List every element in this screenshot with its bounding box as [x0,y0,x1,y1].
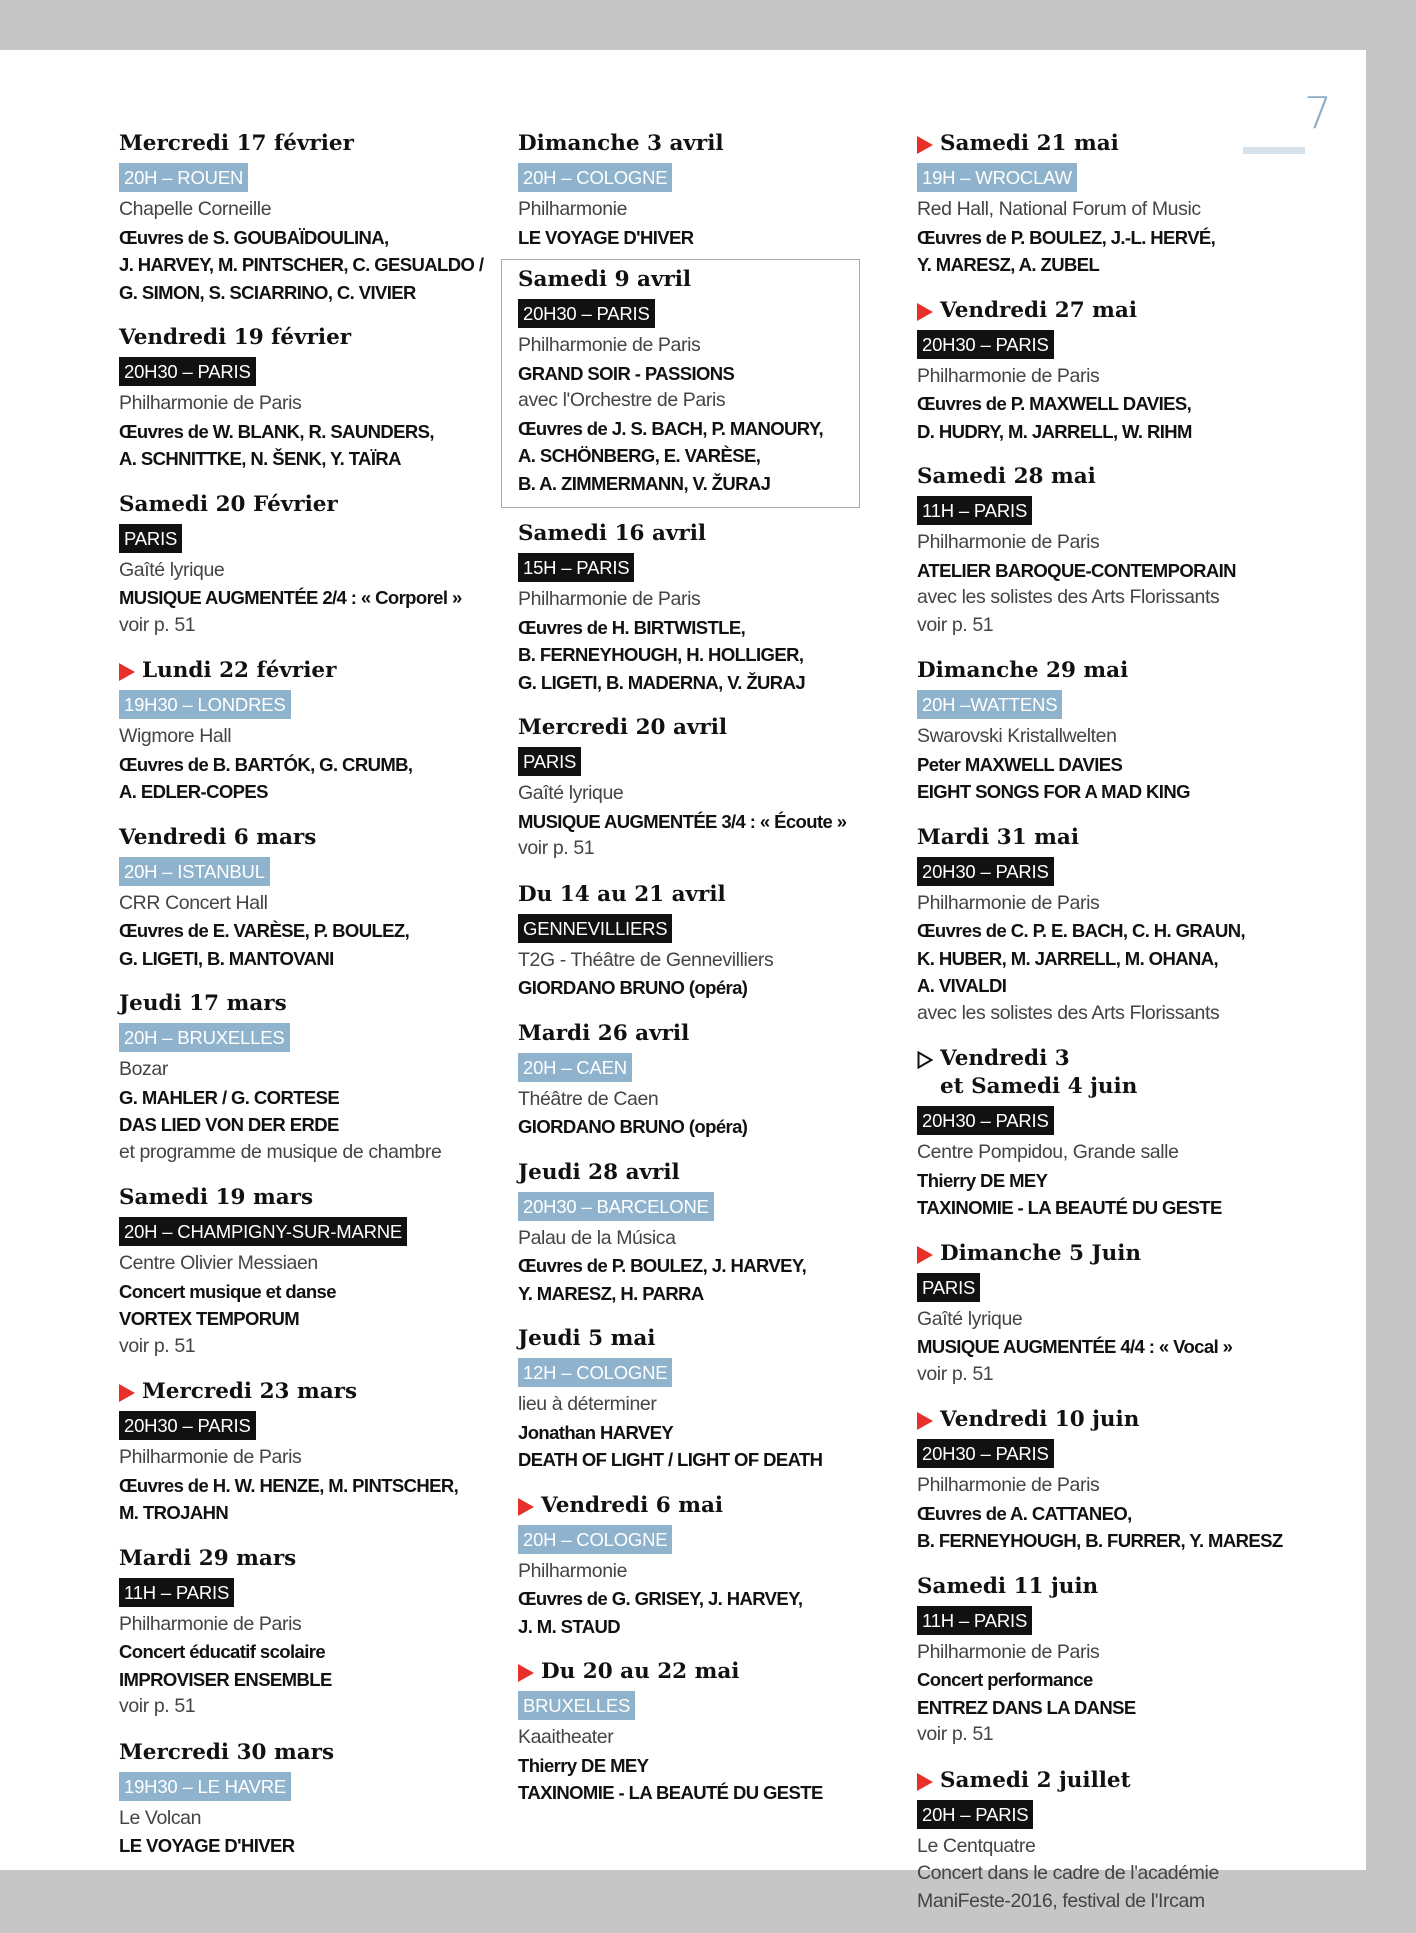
venue-name: Philharmonie de Paris [518,588,701,610]
concert-date-text: Samedi 16 avril [518,521,707,546]
concert-date [119,491,499,519]
venue-name: Philharmonie de Paris [119,1446,302,1468]
concert-date-text: Samedi 28 mai [917,464,1096,489]
program-line: DEATH OF LIGHT / LIGHT OF DEATH [518,1449,823,1470]
concert-listing [501,259,860,508]
note-line: avec l'Orchestre de Paris [518,389,726,411]
concert-date [917,1406,1297,1434]
concert-listing [119,657,499,806]
time-city-badge: 20H – ROUEN [119,163,248,192]
concert-date-text: Samedi 21 mai [940,131,1119,156]
venue-name: Red Hall, National Forum of Music [917,198,1201,220]
program-line: Œuvres de J. S. BACH, P. MANOURY, [518,417,824,439]
concert-date-text: Samedi 19 mars [119,1185,314,1210]
venue-name: CRR Concert Hall [119,891,268,914]
concert-date-text: Mercredi 17 février [119,131,354,156]
venue-name: Philharmonie [518,1559,628,1582]
program-line: Y. MARESZ, A. ZUBEL [917,254,1100,275]
venue-name: T2G - Théâtre de Gennevilliers [518,948,774,971]
venue-name: Philharmonie de Paris [917,891,1100,914]
concert-date [119,657,499,685]
concert-listing [119,1545,499,1721]
column-1 [119,130,499,1878]
concert-listing [119,324,499,473]
program-line: Œuvres de A. CATTANEO, [917,1502,1132,1524]
concert-date-text: Samedi 2 juillet [940,1767,1131,1793]
program-line: Œuvres de S. GOUBAÏDOULINA, [119,226,389,248]
column-3 [917,130,1297,1933]
venue-name: Gaîté lyrique [917,1307,1023,1330]
concert-date-text: Vendredi 3 et Samedi 4 juin [940,1046,1138,1099]
time-city-badge: 20H30 – PARIS [917,330,1054,359]
program-line: M. TROJAHN [119,1502,229,1523]
concert-date [917,297,1297,325]
concert-date-text: Samedi 20 Février [119,491,338,517]
venue-name: lieu à déterminer [518,1393,657,1415]
concert-date-text: Jeudi 28 avril [518,1159,680,1185]
time-city-badge: 20H30 – PARIS [119,1411,256,1440]
venue-name: Centre Pompidou, Grande salle [917,1141,1179,1163]
program-line: Œuvres de H. W. HENZE, M. PINTSCHER, [119,1474,459,1496]
program-line: ENTREZ DANS LA DANSE [917,1696,1136,1718]
time-city-badge: 12H – COLOGNE [518,1358,672,1387]
time-city-badge: 20H – COLOGNE [518,1525,672,1554]
program-line: J. HARVEY, M. PINTSCHER, C. GESUALDO / [119,254,484,275]
time-city-badge: 19H – WROCLAW [917,163,1077,192]
program-line: GRAND SOIR - PASSIONS [518,362,735,384]
time-city-badge: 15H – PARIS [518,553,634,582]
time-city-badge: 20H30 – PARIS [917,857,1054,886]
concert-date-text: Vendredi 6 mars [119,824,317,850]
concert-listing [518,130,898,251]
concert-listing [917,297,1297,446]
concert-listing [518,1658,898,1807]
program-line: Jonathan HARVEY [518,1421,674,1443]
time-city-badge: 11H – PARIS [917,1606,1032,1635]
program-line: Concert éducatif scolaire [119,1641,326,1662]
program-line: B. A. ZIMMERMANN, V. ŽURAJ [518,472,771,494]
program-line: G. MAHLER / G. CORTESE [119,1086,340,1108]
concert-date [518,1020,898,1048]
venue-name: Philharmonie de Paris [119,392,302,414]
venue-name: Gaîté lyrique [518,782,624,804]
page-sheet [0,50,1366,1912]
venue-name: Kaaitheater [518,1726,614,1748]
program-line: Œuvres de B. BARTÓK, G. CRUMB, [119,753,413,775]
concert-date [917,130,1297,158]
time-city-badge: 20H – PARIS [917,1800,1033,1829]
concert-date-text: Samedi 9 avril [518,267,692,292]
concert-date-text: Jeudi 17 mars [119,991,287,1016]
concert-date-text: Mardi 31 mai [917,824,1079,850]
concert-date [119,1184,499,1212]
concert-date [518,266,843,294]
program-line: ATELIER BAROQUE-CONTEMPORAIN [917,559,1236,581]
program-line: Thierry DE MEY [917,1169,1048,1191]
note-line: voir p. 51 [917,1723,994,1745]
program-line: Peter MAXWELL DAVIES [917,753,1123,775]
time-city-badge: PARIS [518,747,581,776]
program-line: Œuvres de C. P. E. BACH, C. H. GRAUN, [917,920,1245,941]
program-line: Œuvres de H. BIRTWISTLE, [518,616,746,638]
time-city-badge: 20H –WATTENS [917,690,1062,719]
concert-listing [917,1240,1297,1389]
time-city-badge: 19H30 – LONDRES [119,690,291,719]
concert-listing [518,881,898,1002]
concert-date [119,990,499,1018]
program-line: VORTEX TEMPORUM [119,1308,300,1329]
concert-listing [917,1767,1297,1916]
program-line: Œuvres de G. GRISEY, J. HARVEY, [518,1588,803,1609]
concert-listing [119,130,499,306]
concert-listing [917,463,1297,639]
program-line: GIORDANO BRUNO (opéra) [518,977,748,998]
program-line: G. LIGETI, B. MADERNA, V. ŽURAJ [518,671,806,693]
program-line: TAXINOMIE - LA BEAUTÉ DU GESTE [518,1782,823,1803]
concert-date-text: Mercredi 30 mars [119,1739,335,1765]
program-line: LE VOYAGE D'HIVER [119,1835,295,1856]
time-city-badge: 20H – CHAMPIGNY-SUR-MARNE [119,1217,407,1246]
concert-date [917,1573,1297,1601]
concert-listing [917,1573,1297,1749]
program-line: LE VOYAGE D'HIVER [518,226,694,248]
venue-name: Wigmore Hall [119,725,232,747]
concert-date-text: Mardi 29 mars [119,1545,297,1571]
concert-date-text: Vendredi 27 mai [940,297,1137,323]
concert-date [518,881,898,909]
play-triangle-icon [917,303,933,321]
program-line: A. SCHNITTKE, N. ŠENK, Y. TAÏRA [119,448,401,469]
time-city-badge: 20H – CAEN [518,1053,632,1082]
program-line: Œuvres de P. BOULEZ, J. HARVEY, [518,1255,807,1276]
concert-listing [119,990,499,1166]
concert-date [518,1159,898,1187]
concert-listing [917,824,1297,1028]
concert-listing [518,1159,898,1308]
program-line: Concert performance [917,1669,1093,1690]
concert-listing [917,130,1297,279]
concert-date-text: Lundi 22 février [142,658,337,683]
time-city-badge: BRUXELLES [518,1691,635,1720]
time-city-badge: 19H30 – LE HAVRE [119,1772,291,1801]
program-line: B. FERNEYHOUGH, B. FURRER, Y. MARESZ [917,1530,1283,1551]
time-city-badge: GENNEVILLIERS [518,914,672,943]
program-line: EIGHT SONGS FOR A MAD KING [917,781,1190,802]
venue-name: Palau de la Música [518,1226,676,1249]
program-line: A. SCHÖNBERG, E. VARÈSE, [518,445,761,466]
concert-listing [518,714,898,863]
venue-name: Swarovski Kristallwelten [917,725,1117,747]
time-city-badge: PARIS [119,524,182,553]
play-triangle-icon [917,136,933,154]
concert-listing [518,1325,898,1474]
note-line: voir p. 51 [119,613,196,636]
note-line: ManiFeste-2016, festival de l'Ircam [917,1889,1205,1912]
concert-date-text: Dimanche 5 Juin [940,1240,1142,1266]
play-triangle-icon [119,1384,135,1402]
venue-name: Philharmonie de Paris [917,531,1100,553]
venue-name: Philharmonie [518,198,628,220]
time-city-badge: 20H30 – PARIS [917,1106,1054,1135]
program-line: Œuvres de P. MAXWELL DAVIES, [917,393,1192,414]
program-line: Thierry DE MEY [518,1754,649,1776]
venue-name: Philharmonie de Paris [119,1612,302,1635]
play-triangle-icon [917,1246,933,1264]
program-line: MUSIQUE AUGMENTÉE 2/4 : « Corporel » [119,587,462,608]
program-line: J. M. STAUD [518,1615,621,1637]
time-city-badge: PARIS [917,1273,980,1302]
program-line: Œuvres de E. VARÈSE, P. BOULEZ, [119,920,410,941]
play-triangle-icon [518,1498,534,1516]
note-line: et programme de musique de chambre [119,1140,442,1163]
concert-date-text: Vendredi 19 février [119,325,352,350]
time-city-badge: 11H – PARIS [917,496,1032,525]
program-line: G. LIGETI, B. MANTOVANI [119,947,334,969]
concert-listing [119,824,499,973]
venue-name: Centre Olivier Messiaen [119,1252,318,1274]
venue-name: Gaîté lyrique [119,558,225,581]
play-triangle-icon [119,663,135,681]
concert-date [518,1325,898,1353]
venue-name: Philharmonie de Paris [518,334,701,356]
venue-name: Le Centquatre [917,1834,1036,1857]
concert-date-text: Dimanche 29 mai [917,658,1129,683]
concert-date [119,1545,499,1573]
note-line: avec les solistes des Arts Florissants [917,1001,1220,1024]
column-2 [518,130,898,1825]
note-line: voir p. 51 [917,1362,994,1385]
outline-triangle-icon [917,1051,933,1069]
program-line: MUSIQUE AUGMENTÉE 4/4 : « Vocal » [917,1336,1233,1357]
time-city-badge: 20H30 – PARIS [917,1439,1054,1468]
venue-name: Le Volcan [119,1806,202,1829]
time-city-badge: 11H – PARIS [119,1578,234,1607]
concert-date [518,714,898,742]
program-line: IMPROVISER ENSEMBLE [119,1668,332,1690]
concert-listing [917,1045,1297,1222]
concert-date [518,520,898,548]
time-city-badge: 20H30 – PARIS [518,299,655,328]
time-city-badge: 20H30 – PARIS [119,357,256,386]
time-city-badge: 20H30 – BARCELONE [518,1192,714,1221]
program-line: TAXINOMIE - LA BEAUTÉ DU GESTE [917,1197,1222,1218]
program-line: Concert musique et danse [119,1280,336,1302]
program-line: D. HUDRY, M. JARRELL, W. RIHM [917,420,1192,442]
concert-date-text: Mercredi 23 mars [142,1379,358,1404]
play-triangle-icon [917,1773,933,1791]
venue-name: Théâtre de Caen [518,1087,659,1110]
concert-listing [119,1184,499,1360]
concert-listing [119,491,499,640]
concert-date-text: Mardi 26 avril [518,1020,690,1046]
concert-date-text: Dimanche 3 avril [518,131,724,156]
concert-date-text: Samedi 11 juin [917,1573,1099,1599]
program-line: A. VIVALDI [917,975,1007,996]
concert-date [518,1658,898,1686]
concert-date [119,324,499,352]
concert-listing [518,1492,898,1641]
concert-date [119,130,499,158]
concert-date [518,130,898,158]
concert-date [917,657,1297,685]
concert-date [917,1045,1297,1101]
program-line: B. FERNEYHOUGH, H. HOLLIGER, [518,644,804,665]
program-line: GIORDANO BRUNO (opéra) [518,1116,748,1137]
page-number: 7 [1304,88,1332,139]
note-line: avec les solistes des Arts Florissants [917,586,1220,608]
concert-date [119,824,499,852]
time-city-badge: 20H – ISTANBUL [119,857,270,886]
concert-date-text: Du 14 au 21 avril [518,881,726,907]
concert-date-text: Vendredi 6 mai [541,1492,724,1518]
concert-listing [119,1739,499,1860]
venue-name: Philharmonie de Paris [917,364,1100,387]
note-line: voir p. 51 [119,1695,196,1717]
time-city-badge: 20H – COLOGNE [518,163,672,192]
play-triangle-icon [518,1664,534,1682]
program-line: DAS LIED VON DER ERDE [119,1114,339,1135]
concert-date [917,1767,1297,1795]
concert-date [119,1739,499,1767]
program-line: Œuvres de P. BOULEZ, J.-L. HERVÉ, [917,226,1216,248]
concert-date [917,1240,1297,1268]
concert-date-text: Jeudi 5 mai [518,1326,656,1351]
program-line: Œuvres de W. BLANK, R. SAUNDERS, [119,420,434,442]
program-line: A. EDLER-COPES [119,781,268,802]
concert-listing [518,520,898,696]
concert-listing [917,1406,1297,1555]
note-line: voir p. 51 [518,837,595,859]
concert-date-text: Vendredi 10 juin [940,1407,1140,1432]
program-line: MUSIQUE AUGMENTÉE 3/4 : « Écoute » [518,810,847,832]
concert-date [917,824,1297,852]
concert-date [518,1492,898,1520]
note-line: voir p. 51 [119,1334,196,1357]
concert-listing [518,1020,898,1141]
note-line: Concert dans le cadre de l'académie [917,1862,1219,1884]
concert-date [917,463,1297,491]
program-line: G. SIMON, S. SCIARRINO, C. VIVIER [119,281,416,303]
venue-name: Bozar [119,1058,168,1080]
note-line: voir p. 51 [917,613,994,636]
venue-name: Philharmonie de Paris [917,1640,1100,1663]
program-line: K. HUBER, M. JARRELL, M. OHANA, [917,947,1219,969]
concert-date-text: Du 20 au 22 mai [541,1659,740,1684]
concert-listing [917,657,1297,806]
play-triangle-icon [917,1412,933,1430]
venue-name: Philharmonie de Paris [917,1474,1100,1496]
concert-date [119,1378,499,1406]
concert-listing [119,1378,499,1527]
time-city-badge: 20H – BRUXELLES [119,1023,290,1052]
concert-date-text: Mercredi 20 avril [518,715,728,740]
venue-name: Chapelle Corneille [119,198,272,220]
program-line: Y. MARESZ, H. PARRA [518,1282,704,1304]
